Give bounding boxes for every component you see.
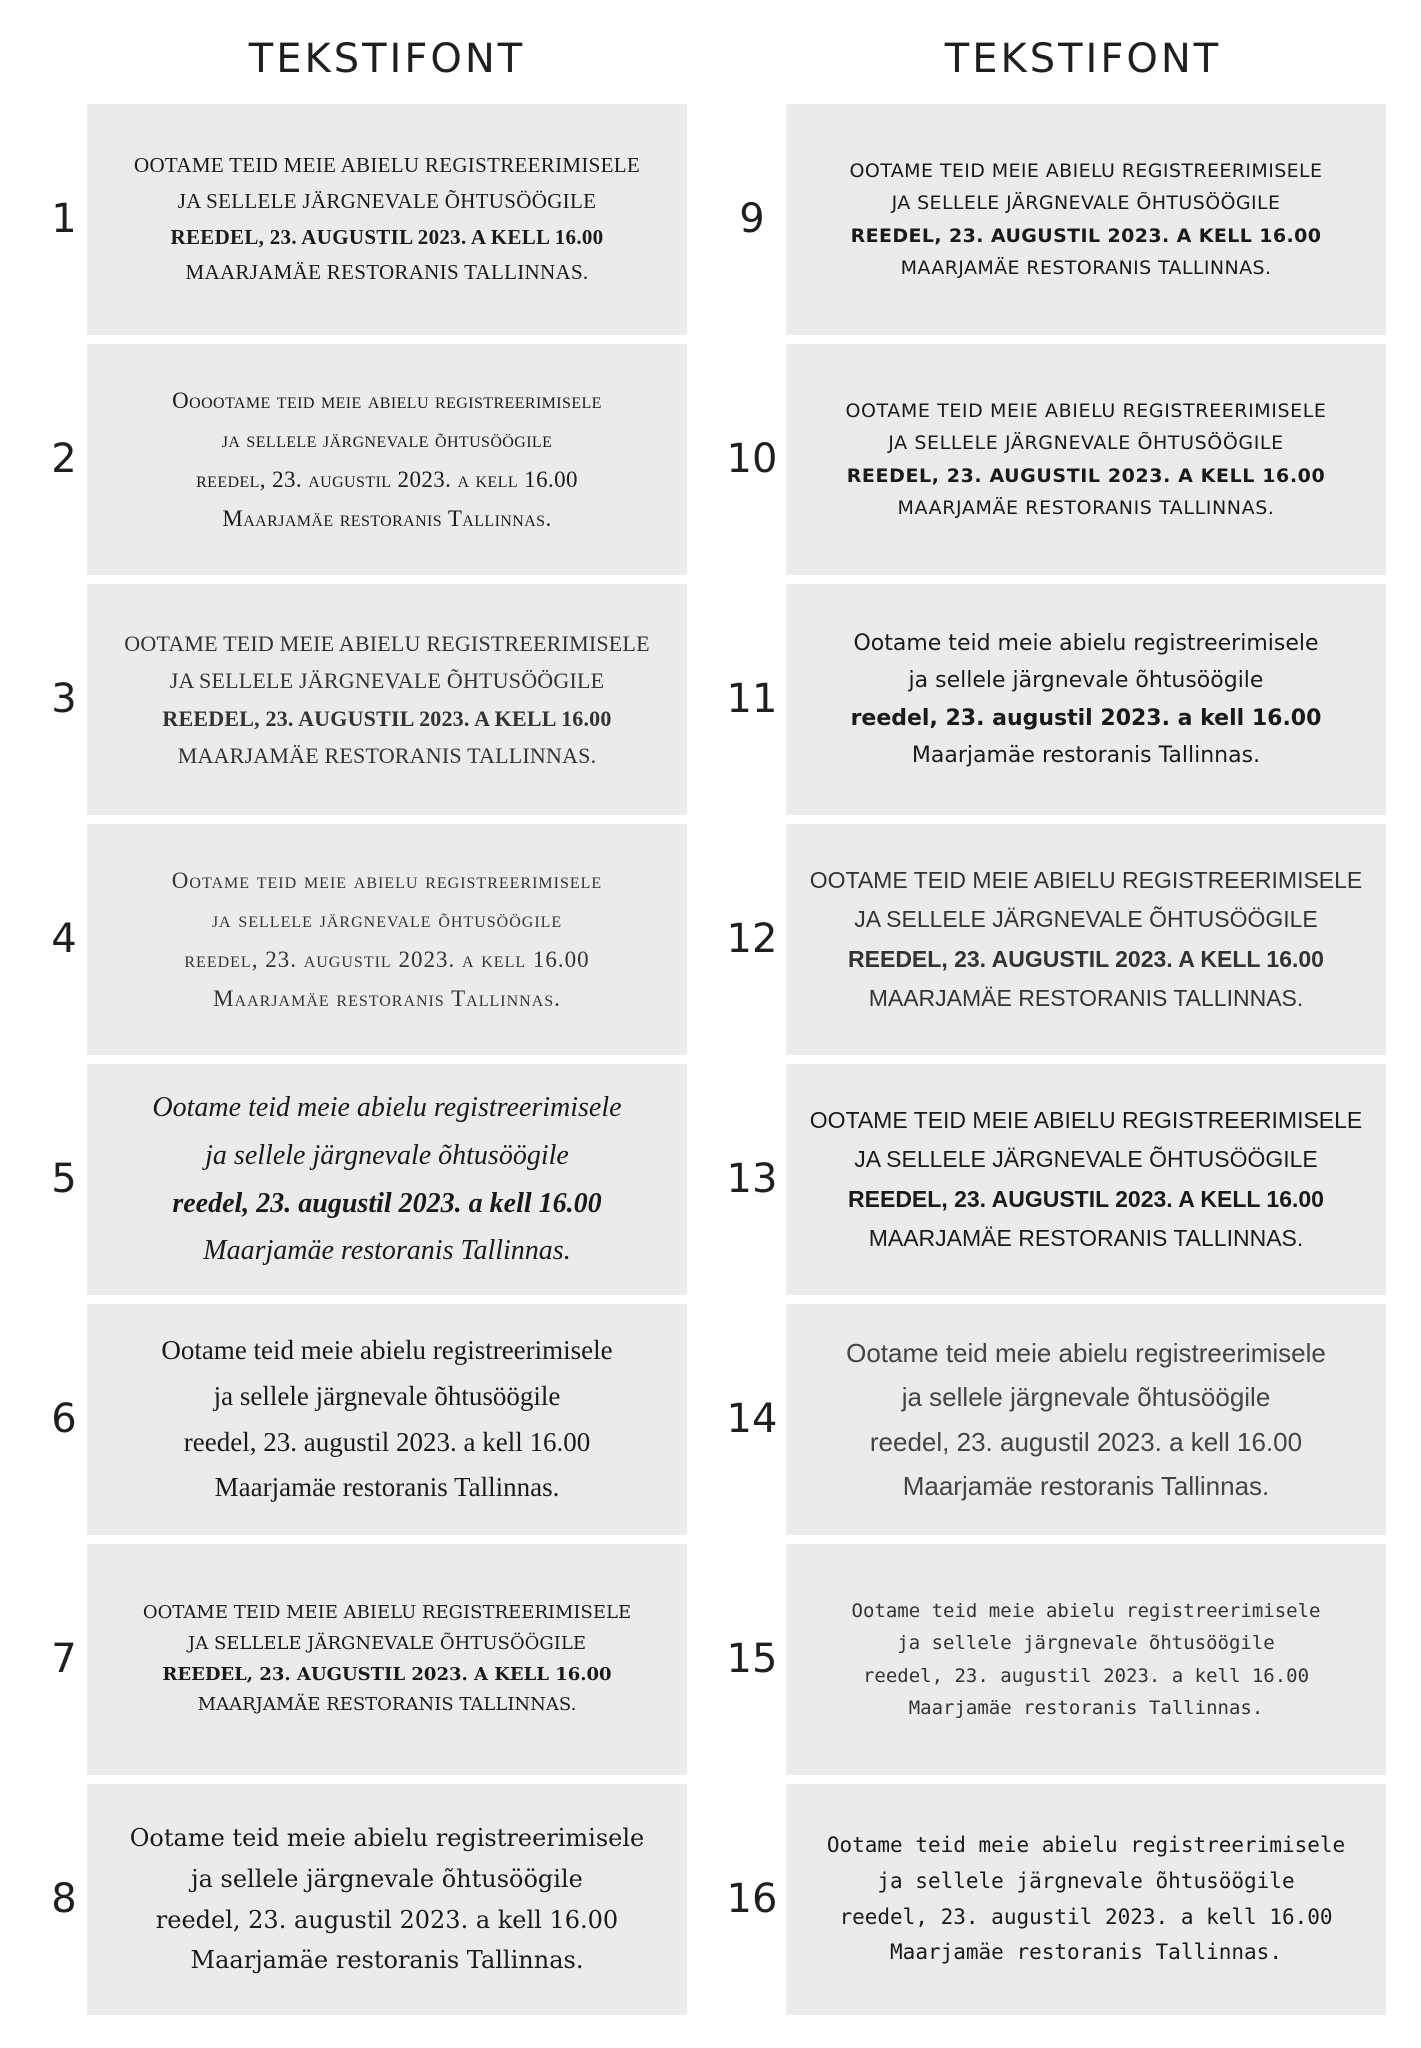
sample-line: ja sellele järgnevale õhtusöögile <box>897 1632 1275 1655</box>
sample-box <box>87 1544 687 1775</box>
sample-line: REEDEL, 23. AUGUSTIL 2023. A KELL 16.00 <box>162 1663 612 1685</box>
sample-box <box>786 344 1386 575</box>
sample-line: MAARJAMÄE RESTORANIS TALLINNAS. <box>197 1694 577 1716</box>
sample-line: JA SELLELE JÄRGNEVALE ÕHTUSÖÖGILE <box>177 188 597 213</box>
sample-line: reedel, 23. augustil 2023. a kell 16.00 <box>196 466 578 492</box>
sample-line: ja sellele järgnevale õhtusöögile <box>877 1868 1295 1893</box>
sample-line: reedel, 23. augustil 2023. a kell 16.00 <box>172 1187 602 1219</box>
sample-line: ja sellele järgnevale õhtusöögile <box>901 1382 1271 1413</box>
sample-box <box>786 824 1386 1055</box>
sample-box <box>87 1064 687 1295</box>
sample-line: Maarjamäe restoranis Tallinnas. <box>902 1470 1270 1501</box>
sample-box <box>786 584 1386 815</box>
sample-line: ja sellele järgnevale õhtusöögile <box>221 427 553 453</box>
sample-box <box>87 824 687 1055</box>
sample-line: OOTAME TEID MEIE ABIELU REGISTREERIMISELE <box>809 1107 1363 1134</box>
sample-line: Ootame teid meie abielu registreerimisele <box>152 1092 622 1124</box>
sample-line: Ootame teid meie abielu registreerimisele <box>826 1833 1346 1858</box>
sample-line: Maarjamäe restoranis Tallinnas. <box>190 1946 584 1975</box>
sample-line: JA SELLELE JÄRGNEVALE ÕHTUSÖÖGILE <box>888 432 1284 455</box>
sample-number: 14 <box>726 1396 778 1442</box>
sample-line: Maarjamäe restoranis Tallinnas. <box>908 1696 1264 1719</box>
sample-box <box>87 104 687 335</box>
sample-line: OOTAME TEID MEIE ABIELU REGISTREERIMISELE <box>142 1602 632 1624</box>
sample-line: MAARJAMÄE RESTORANIS TALLINNAS. <box>868 1224 1304 1251</box>
sample-number: 10 <box>726 436 778 482</box>
sample-number: 16 <box>726 1876 778 1922</box>
sample-box <box>87 1304 687 1535</box>
sample-line: ja sellele järgnevale õhtusöögile <box>908 668 1264 694</box>
sample-line: reedel, 23. augustil 2023. a kell 16.00 <box>862 1664 1310 1687</box>
sample-number: 9 <box>739 196 765 242</box>
sample-line: OOTAME TEID MEIE ABIELU REGISTREERIMISELE <box>809 867 1363 894</box>
sample-line: Maarjamäe restoranis Tallinnas. <box>222 505 552 531</box>
sample-line: Ootame teid meie abielu registreerimisele <box>171 868 603 894</box>
sample-line: JA SELLELE JÄRGNEVALE ÕHTUSÖÖGILE <box>854 1146 1318 1173</box>
sample-number: 5 <box>51 1156 77 1202</box>
sample-number: 6 <box>51 1396 77 1442</box>
sample-line: ja sellele järgnevale õhtusöögile <box>211 907 563 933</box>
sample-box <box>786 104 1386 335</box>
sample-box <box>786 1784 1386 2015</box>
sample-number: 12 <box>726 916 778 962</box>
right-column-title: TEKSTIFONT <box>944 36 1222 82</box>
sample-box <box>87 344 687 575</box>
sample-line: Ootame teid meie abielu registreerimisele <box>161 1334 613 1365</box>
sample-line: Maarjamäe restoranis Tallinnas. <box>203 1235 571 1267</box>
sample-line: ja sellele järgnevale õhtusöögile <box>213 1380 561 1411</box>
sample-number: 4 <box>51 916 77 962</box>
sample-line: MAARJAMÄE RESTORANIS TALLINNAS. <box>900 256 1272 279</box>
sample-number: 8 <box>51 1876 77 1922</box>
sample-line: OOTAME TEID MEIE ABIELU REGISTREERIMISELE <box>124 630 650 656</box>
sample-box <box>786 1304 1386 1535</box>
sample-line: REEDEL, 23. AUGUSTIL 2023. A KELL 16.00 <box>848 945 1324 972</box>
sample-number: 1 <box>51 196 77 242</box>
sample-line: Maarjamäe restoranis Tallinnas. <box>890 1940 1282 1965</box>
sample-number: 15 <box>726 1636 778 1682</box>
sample-number: 3 <box>51 676 77 722</box>
sample-number: 2 <box>51 436 77 482</box>
sample-line: REEDEL, 23. AUGUSTIL 2023. A KELL 16.00 <box>170 224 604 249</box>
sample-line: JA SELLELE JÄRGNEVALE ÕHTUSÖÖGILE <box>169 668 605 694</box>
sample-line: OOTAME TEID MEIE ABIELU REGISTREERIMISELE <box>845 399 1327 422</box>
sample-line: MAARJAMÄE RESTORANIS TALLINNAS. <box>868 984 1304 1011</box>
sample-line: REEDEL, 23. AUGUSTIL 2023. A KELL 16.00 <box>846 464 1326 487</box>
sample-line: REEDEL, 23. AUGUSTIL 2023. A KELL 16.00 <box>850 224 1322 247</box>
sample-line: MAARJAMÄE RESTORANIS TALLINNAS. <box>185 260 589 285</box>
sample-line: OOTAME TEID MEIE ABIELU REGISTREERIMISELE <box>849 159 1323 182</box>
sample-line: Maarjamäe restoranis Tallinnas. <box>214 1472 560 1503</box>
sample-box <box>87 1784 687 2015</box>
sample-line: ja sellele järgnevale õhtusöögile <box>205 1139 569 1171</box>
sample-box <box>786 1544 1386 1775</box>
sample-line: Ootame teid meie abielu registreerimisele <box>853 630 1319 656</box>
sample-line: OOTAME TEID MEIE ABIELU REGISTREERIMISELE <box>133 153 640 178</box>
sample-line: reedel, 23. augustil 2023. a kell 16.00 <box>183 1426 591 1457</box>
sample-number: 13 <box>726 1156 778 1202</box>
sample-box <box>87 584 687 815</box>
sample-line: JA SELLELE JÄRGNEVALE ÕHTUSÖÖGILE <box>188 1632 586 1654</box>
sample-line: MAARJAMÄE RESTORANIS TALLINNAS. <box>177 742 597 768</box>
sample-line: MAARJAMÄE RESTORANIS TALLINNAS. <box>897 496 1275 519</box>
sample-line: reedel, 23. augustil 2023. a kell 16.00 <box>869 1426 1303 1457</box>
sample-line: Ootame teid meie abielu registreerimisele <box>129 1823 645 1852</box>
sample-line: Ooootame teid meie abielu registreerimisele <box>172 388 602 414</box>
sample-line: Maarjamäe restoranis Tallinnas. <box>213 985 561 1011</box>
sample-box <box>786 1064 1386 1295</box>
sample-line: REEDEL, 23. AUGUSTIL 2023. A KELL 16.00 <box>162 705 612 731</box>
sample-line: Ootame teid meie abielu registreerimisele <box>851 1599 1321 1622</box>
sample-line: reedel, 23. augustil 2023. a kell 16.00 <box>839 1904 1333 1929</box>
sample-number: 11 <box>726 676 778 722</box>
sample-line: JA SELLELE JÄRGNEVALE ÕHTUSÖÖGILE <box>854 906 1318 933</box>
sample-line: reedel, 23. augustil 2023. a kell 16.00 <box>184 946 590 972</box>
sample-line: JA SELLELE JÄRGNEVALE ÕHTUSÖÖGILE <box>891 192 1281 215</box>
sample-line: Maarjamäe restoranis Tallinnas. <box>911 742 1261 768</box>
sample-line: REEDEL, 23. AUGUSTIL 2023. A KELL 16.00 <box>848 1185 1324 1212</box>
sample-line: Ootame teid meie abielu registreerimisele <box>846 1338 1326 1369</box>
sample-number: 7 <box>51 1636 77 1682</box>
sample-line: ja sellele järgnevale õhtusöögile <box>191 1864 583 1893</box>
sample-line: reedel, 23. augustil 2023. a kell 16.00 <box>155 1905 619 1934</box>
sample-line: reedel, 23. augustil 2023. a kell 16.00 <box>850 705 1322 731</box>
left-column-title: TEKSTIFONT <box>248 36 526 82</box>
